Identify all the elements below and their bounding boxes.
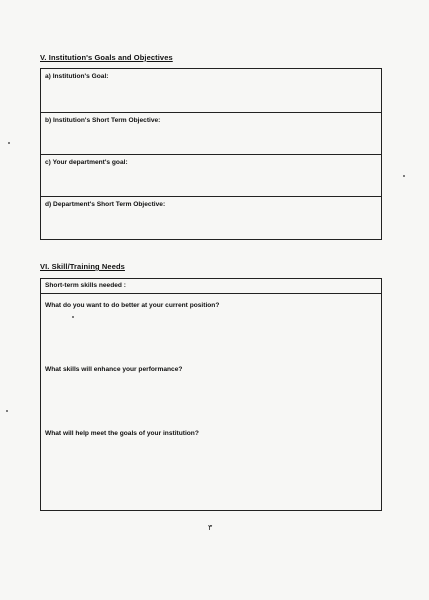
section-title-skills: VI. Skill/Training Needs [40,262,125,271]
goals-row-label: a) Institution's Goal: [45,73,109,80]
question-skills-performance: What skills will enhance your performance? [45,366,183,373]
goals-row-label: c) Your department's goal: [45,159,128,166]
goals-row-institution-goal[interactable] [41,69,381,113]
question-current-position: What do you want to do better at your current position? [45,302,220,309]
scan-speck [8,142,10,144]
goals-row-label: d) Department's Short Term Objective: [45,201,166,208]
skills-header-label: Short-term skills needed : [45,282,126,289]
skills-table-header [41,279,381,294]
goals-row-department-objective[interactable] [41,197,381,239]
question-institution-goals: What will help meet the goals of your institution? [45,430,199,437]
section-title-goals: V. Institution's Goals and Objectives [40,53,173,62]
goals-table [40,68,382,240]
page-number: ٣ [208,523,213,532]
goals-row-department-goal[interactable] [41,155,381,197]
scan-speck [403,175,405,177]
goals-row-institution-objective[interactable] [41,113,381,155]
goals-row-label: b) Institution's Short Term Objective: [45,117,161,124]
skills-table [40,278,382,511]
scan-speck [6,410,8,412]
scan-speck [72,316,74,318]
